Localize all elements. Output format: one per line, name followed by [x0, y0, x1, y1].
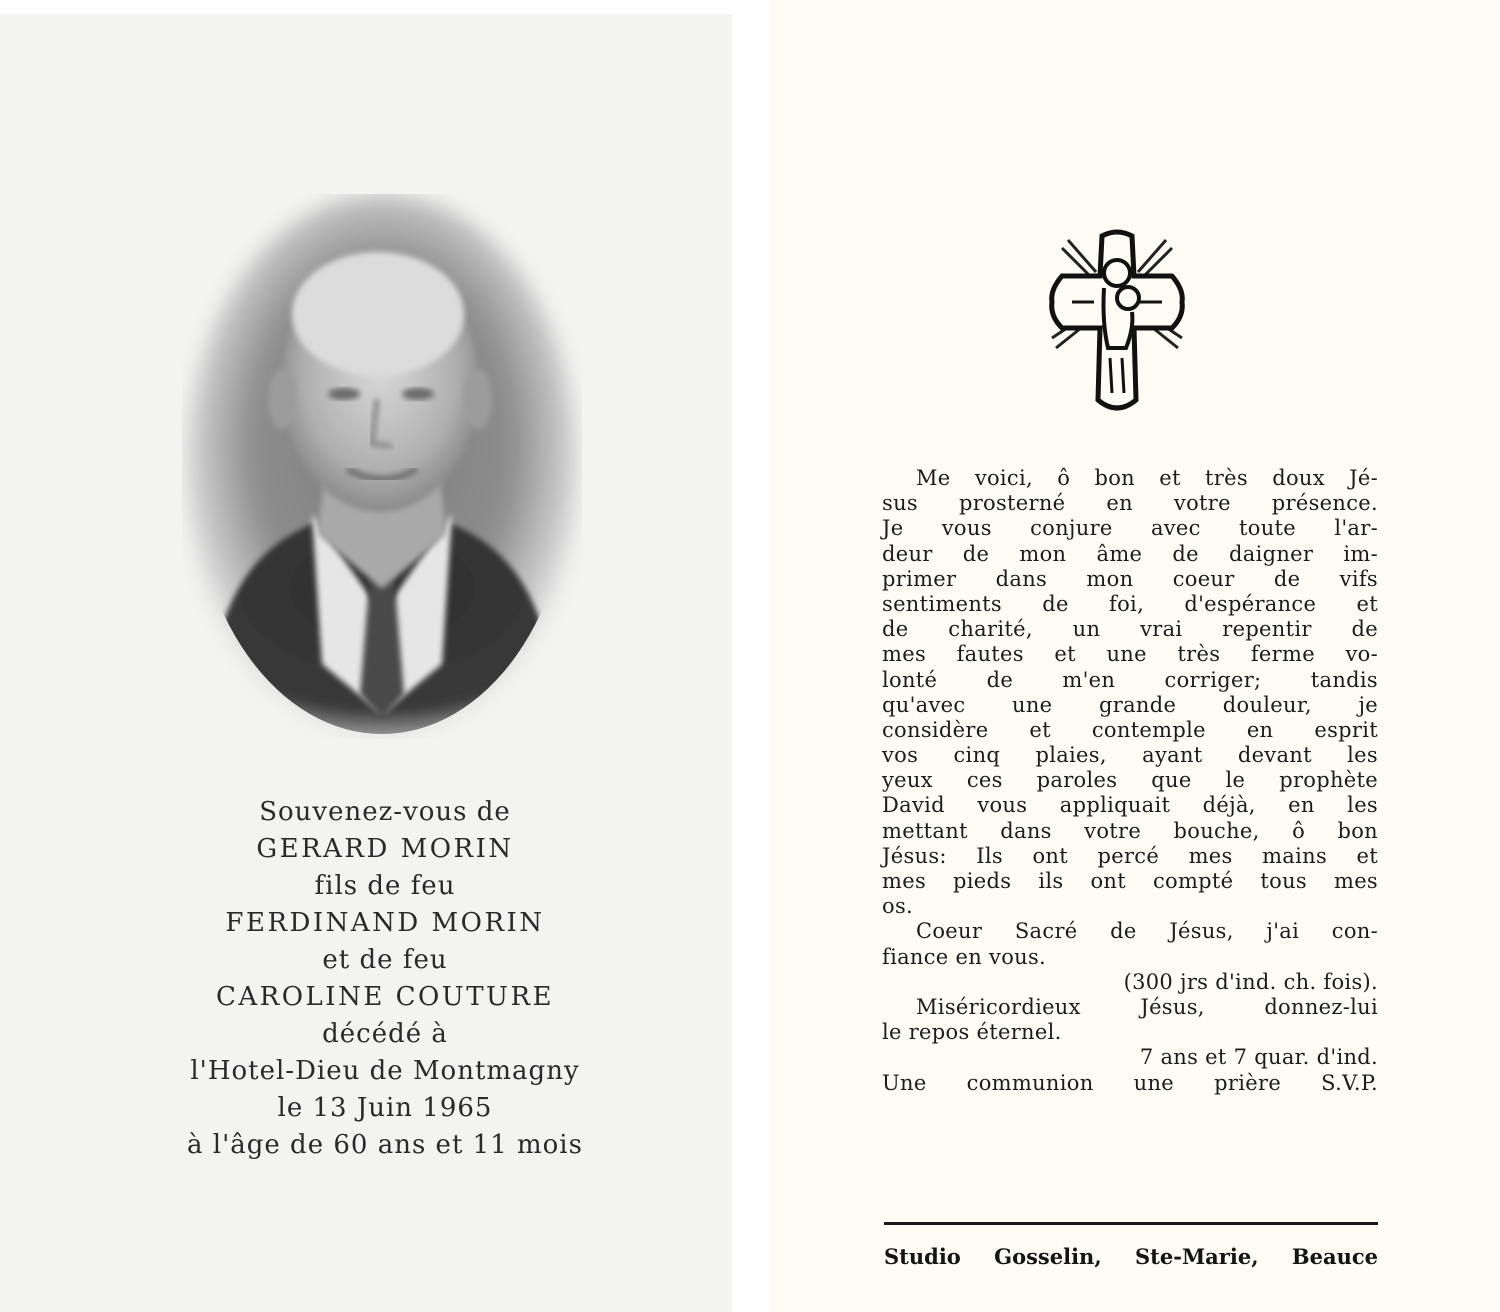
memorial-card-back	[770, 0, 1498, 1312]
prayer-line: mes fautes et une très ferme vo-	[882, 642, 1378, 667]
portrait-photo	[182, 194, 582, 739]
prayer-text	[882, 466, 1378, 1096]
sacred-heart-cross-icon	[1042, 228, 1192, 418]
and-of-line: et de feu	[322, 945, 448, 975]
place-of-death: l'Hotel-Dieu de Montmagny	[190, 1056, 580, 1086]
memorial-text	[0, 794, 732, 1164]
prayer-line: de charité, un vrai repentir de	[882, 617, 1378, 642]
prayer-line: Coeur Sacré de Jésus, j'ai con-	[916, 919, 1378, 944]
prayer-line: Miséricordieux Jésus, donnez-lui	[916, 994, 1378, 1019]
request-line: Une communion une prière S.V.P.	[882, 1070, 1378, 1095]
indulgence-line: (300 jrs d'ind. ch. fois).	[1123, 969, 1378, 994]
prayer-line: sus prosterné en votre présence.	[882, 491, 1378, 516]
prayer-line: David vous appliquait déjà, en les	[882, 793, 1378, 818]
prayer-line: yeux ces paroles que le prophète	[882, 768, 1378, 793]
indulgence-line: 7 ans et 7 quar. d'ind.	[1139, 1045, 1378, 1070]
prayer-line: deur de mon âme de daigner im-	[882, 541, 1378, 566]
deceased-at-line: décédé à	[322, 1019, 448, 1049]
prayer-line: Je vous conjure avec toute l'ar-	[882, 516, 1378, 541]
prayer-line: vos cinq plaies, ayant devant les	[882, 743, 1378, 768]
prayer-line: le repos éternel.	[882, 1020, 1062, 1045]
prayer-line: qu'avec une grande douleur, je	[882, 692, 1378, 717]
deceased-name: GERARD MORIN	[256, 834, 514, 864]
prayer-line: Me voici, ô bon et très doux Jé-	[916, 466, 1378, 490]
son-of-line: fils de feu	[314, 871, 456, 901]
remember-line: Souvenez-vous de	[259, 797, 511, 827]
prayer-line: mettant dans votre bouche, ô bon	[882, 818, 1378, 843]
prayer-line: os.	[882, 894, 913, 919]
mother-name: CAROLINE COUTURE	[215, 982, 555, 1012]
age-at-death: à l'âge de 60 ans et 11 mois	[187, 1130, 583, 1160]
prayer-line: fiance en vous.	[882, 944, 1047, 969]
father-name: FERDINAND MORIN	[225, 908, 545, 938]
prayer-line: sentiments de foi, d'espérance et	[882, 591, 1378, 616]
studio-credit: Studio Gosselin, Ste-Marie, Beauce	[884, 1244, 1378, 1269]
prayer-line: considère et contemple en esprit	[882, 717, 1378, 742]
date-of-death: le 13 Juin 1965	[277, 1093, 493, 1123]
prayer-line: primer dans mon coeur de vifs	[882, 566, 1378, 591]
prayer-line: Jésus: Ils ont percé mes mains et	[882, 843, 1378, 868]
prayer-line: lonté de m'en corriger; tandis	[882, 667, 1378, 692]
prayer-line: mes pieds ils ont compté tous mes	[882, 869, 1378, 893]
memorial-card-front	[0, 14, 732, 1312]
divider-line	[884, 1222, 1378, 1225]
